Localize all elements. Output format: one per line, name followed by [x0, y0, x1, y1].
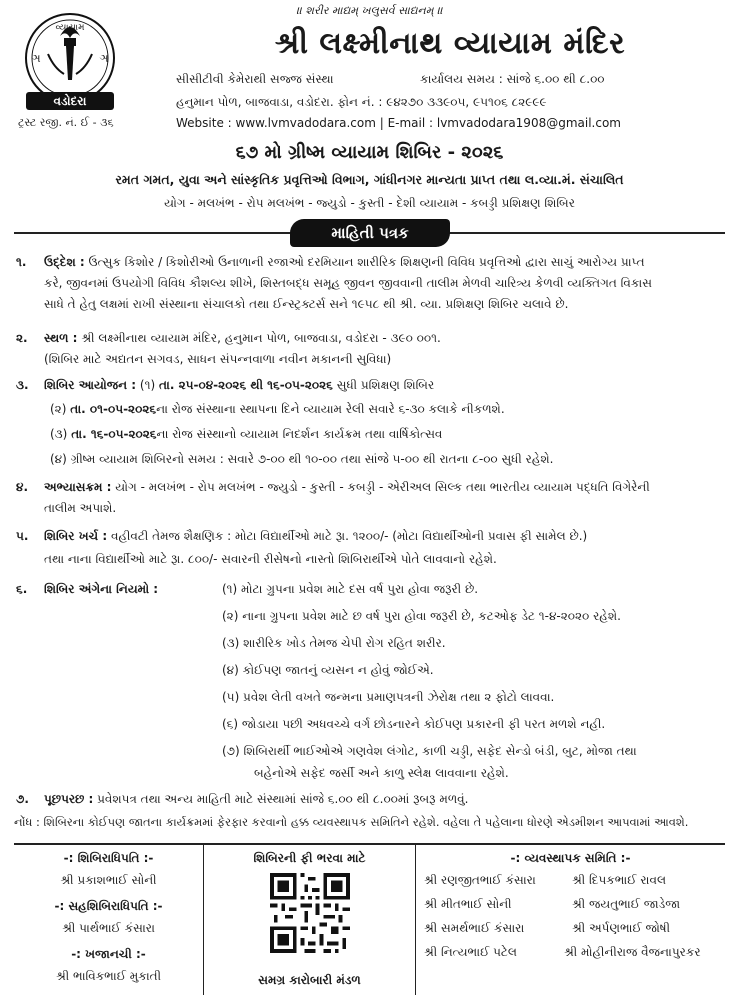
- camp-title: ૬૭ મો ગ્રીષ્મ વ્યાયામ શિબિર - ૨૦૨૬: [235, 142, 504, 163]
- address-phone: હનુમાન પોળ, બાજવાડા, વડોદરા. ફોન નં. : ૯૪૨૭૦ ૩૩૯૦૫, ૯૫૧૦૬ ૮૨૯૯૯: [176, 95, 547, 109]
- item-5-label: શિબિર ખર્ચ :: [44, 529, 108, 543]
- trust-registration: ટ્રસ્ટ રજી. નં. ઈ - ૩૬: [18, 116, 114, 129]
- logo-top-text: વ્યાયામ: [55, 23, 85, 33]
- item-1-label: ઉદ્દેશ :: [44, 255, 85, 269]
- committee-member: શ્રી રણજીતભાઈ કંસારા: [424, 873, 536, 887]
- payment-qr-code-icon[interactable]: [270, 873, 350, 953]
- item-3-sub-3-marker: (૩): [50, 427, 68, 441]
- annual-function-date: તા. ૧૬-૦૫-૨૦૨૬: [71, 427, 157, 441]
- office-time: કાર્યાલય સમય : સાંજે ૬.૦૦ થી ૮.૦૦: [420, 72, 605, 86]
- management-committee: [416, 843, 725, 995]
- item-7-label: પૂછપરછ :: [44, 792, 94, 806]
- item-3-sub-2-marker: (૨): [50, 402, 67, 416]
- sports-list: યોગ - મલખંભ - રોપ મલખંભ - જ્યુડો - કુસ્તી - દેશી વ્યાયામ - કબડ્ડી પ્રશિક્ષણ શિબિર: [164, 196, 575, 210]
- committee-member: શ્રી દિપકભાઈ રાવલ: [572, 873, 667, 887]
- deputy-name: શ્રી પાર્થભાઈ કંસારા: [62, 921, 155, 935]
- committee-member: શ્રી સમર્થભાઈ કંસારા: [424, 921, 525, 935]
- rule-7-continued: બહેનોએ સફેદ જર્સી અને કાળુ સ્લેક્ષ લાવવાના રહેશે.: [254, 766, 509, 780]
- item-7-text: પ્રવેશપત્ર તથા અન્ય માહિતી માટે સંસ્થામાં સાંજે ૬.૦૦ થી ૮.૦૦માં રૂબરૂ મળવું.: [97, 792, 469, 806]
- committee-member: શ્રી અર્પણભાઈ જોષી: [572, 921, 671, 935]
- motto: ॥ શરીર માદ્યમ્ ખલુસર્વ સાદ્યનમ્ ॥: [296, 4, 443, 17]
- item-1-text: ઉત્સુક કિશોર / કિશોરીઓ ઉનાળાની રજાઓ દરમિયાન શારીરિક શિક્ષણની વિવિધ પ્રવૃત્તિઓ દ્વારા સાચું આરોગ્ય પ્રાપ્ત: [88, 255, 645, 269]
- rule-1: (૧) મોટા ગ્રુપના પ્રવેશ માટે દસ વર્ષ પુરા હોવા જરૂરી છે.: [222, 582, 479, 596]
- treasurer-name: શ્રી ભાવિકભાઈ મુકાતી: [55, 969, 162, 983]
- rule-4: (૪) કોઈપણ જાતનું વ્યસન ન હોવું જોઈએ.: [222, 663, 434, 677]
- item-2-label: સ્થળ :: [44, 331, 78, 345]
- committee-heading: -: વ્યવસ્થાપક સમિતિ :-: [510, 851, 631, 865]
- committee-member: શ્રી નિત્યભાઈ પટેલ: [424, 945, 517, 959]
- chief-name: શ્રી પ્રકાશભાઈ સોની: [60, 873, 157, 887]
- rule-2: (૨) નાના ગ્રુપના પ્રવેશ માટે છ વર્ષ પુરા હોવા જરૂરી છે, કટઓફ ડેટ ૧-૪-૨૦૨૦ રહેશે.: [222, 609, 621, 623]
- item-5-text: વહીવટી તેમજ શૈક્ષણિક : મોટા વિદ્યાર્થીઓ માટે રૂા. ૧૨૦૦/- (મોટા વિદ્યાર્થીઓની પ્રવાસ ફી સામેલ છે.): [110, 529, 588, 543]
- rule-3: (૩) શારીરિક ખોડ તેમજ ચેપી રોગ રહિત શરીર.: [222, 636, 446, 650]
- logo-left-glyph: ઞ: [31, 52, 41, 65]
- item-1-number: ૧.: [16, 255, 27, 269]
- item-6-label: શિબિર અંગેના નિયમો :: [44, 582, 159, 596]
- banner-label: માહિતી પત્રક: [290, 219, 450, 247]
- org-title: શ્રી લક્ષ્મીનાથ વ્યાયામ મંદિર: [274, 26, 626, 61]
- item-3-label: શિબિર આયોજન :: [44, 378, 137, 392]
- committee-member: શ્રી મોહીનીરાજ વૈજનાપુરકર: [564, 945, 701, 959]
- rule-6: (૬) જોડાયા પછી અધવચ્ચે વર્ગ છોડનારને કોઈપણ પ્રકારની ફી પરત મળશે નહી.: [222, 717, 606, 731]
- item-3-sub-4-text: (૪) ગ્રીષ્મ વ્યાયામ શિબિરનો સમય : સવારે ૭-૦૦ થી ૧૦-૦૦ તથા સાંજે ૫-૦૦ થી રાતના ૮-૦૦ સુધી રહેશે.: [50, 452, 554, 466]
- department-line: રમત ગમત, યુવા અને સાંસ્કૃતિક પ્રવૃત્તિઓ વિભાગ, ગાંધીનગર માન્યતા પ્રાપ્ત તથા લ.વ્યા.મં. સંચાલિત: [115, 172, 624, 187]
- camp-officials: [14, 843, 204, 995]
- item-4-text-2: તાલીમ અપાશે.: [44, 501, 117, 515]
- item-3-number: ૩.: [16, 378, 29, 392]
- item-3-sub-3-text: ના રોજ સંસ્થાનો વ્યાયામ નિદર્શન કાર્યક્રમ તથા વાર્ષિકોત્સવ: [156, 427, 443, 441]
- item-6-number: ૬.: [16, 582, 28, 596]
- item-5-text-2: તથા નાના વિદ્યાર્થીઓ માટે રૂા. ૮૦૦/- સવારની રીસેષનો નાસ્તો શિબિરાર્થીએ પોતે લાવવાનો રહેશે.: [44, 552, 497, 566]
- institute-logo: [14, 8, 132, 114]
- executive-committee: સમગ્ર કારોબારી મંડળ: [258, 973, 361, 987]
- torch-emblem-icon: [14, 8, 132, 114]
- info-banner: [0, 219, 739, 247]
- item-3-sub-1-text: સુધી પ્રશિક્ષણ શિબિર: [336, 378, 435, 392]
- item-4-label: અભ્યાસક્રમ :: [44, 480, 112, 494]
- fee-payment: [204, 843, 416, 995]
- logo-right-glyph: ઞ: [99, 52, 109, 65]
- rally-date: તા. ૦૧-૦૫-૨૦૨૬: [70, 402, 157, 416]
- item-1-text-2: કરે, જીવનમાં ઉપયોગી વિવિધ કૌશલ્ય શીખે, શિસ્તબદ્ધ સમૂહ જીવન જીવવાની તાલીમ મેળવી ચારિત્ર્ય કેળવી વ્યક્તિગત વિકાસ: [44, 276, 652, 290]
- committee-member: શ્રી જયતુભાઈ જાડેજા: [572, 897, 681, 911]
- item-4-number: ૪.: [16, 480, 28, 494]
- item-5-number: ૫.: [16, 529, 29, 543]
- item-2-number: ૨.: [16, 331, 28, 345]
- item-2-text-2: (શિબિર માટે અદ્યતન સગવડ, સાધન સંપન્નવાળા નવીન મકાનની સુવિધા): [44, 352, 392, 366]
- fee-heading: શિબિરની ફી ભરવા માટે: [253, 851, 366, 865]
- treasurer-heading: -: ખજાનચી :-: [71, 947, 146, 961]
- deputy-heading: -: સહશિબિરાધિપતિ :-: [54, 899, 163, 913]
- item-3-sub-1-marker: (૧): [139, 378, 156, 392]
- logo-bottom-text: વડોદરા: [53, 94, 87, 108]
- item-1-text-3: સાધે તે હેતુ લક્ષમાં રાખી સંસ્થાના સંચાલકો તથા ઈન્સ્ટ્રક્ટર્સ સને ૧૯૫૮ થી શ્રી. વ્યા. પ્રશિક્ષણ શિબિર ચલાવે છે.: [44, 297, 569, 311]
- camp-dates: તા. ૨૫-૦૪-૨૦૨૬ થી ૧૬-૦૫-૨૦૨૬: [158, 378, 333, 392]
- item-4-text: યોગ - મલખંભ - રોપ મલખંભ - જ્યુડો - કુસ્તી - કબડ્ડી - એરીઅલ સિલ્ક તથા ભારતીય વ્યાયામ પદ્ધતિ વિગેરેની: [115, 480, 650, 494]
- cctv-line: સીસીટીવી કેમેરાથી સજ્જ સંસ્થા: [176, 72, 334, 86]
- footer-section: [0, 843, 739, 995]
- chief-heading: -: શિબિરાધિપતિ :-: [63, 851, 154, 865]
- item-2-text: શ્રી લક્ષ્મીનાથ વ્યાયામ મંદિર, હનુમાન પોળ, બાજવાડા, વડોદરા - ૩૯૦ ૦૦૧.: [81, 331, 441, 345]
- committee-member: શ્રી મીતભાઈ સોની: [424, 897, 512, 911]
- web-email: Website : www.lvmvadodara.com | E-mail : lvmvadodara1908@gmail.com: [176, 116, 621, 130]
- rule-5: (૫) પ્રવેશ લેતી વખતે જન્મના પ્રમાણપત્રની ઝેરોક્ષ તથા ૨ ફોટો લાવવા.: [222, 690, 555, 704]
- item-7-number: ૭.: [16, 792, 29, 806]
- rule-7: (૭) શિબિરાર્થી ભાઈઓએ ગણવેશ લંગોટ, કાળી ચડ્ડી, સફેદ સેન્ડો બંડી, બુટ, મોજા તથા: [222, 744, 637, 758]
- item-3-sub-2-text: ના રોજ સંસ્થાના સ્થાપના દિને વ્યાયામ રેલી સવારે ૬-૩૦ કલાકે નીકળશે.: [156, 402, 505, 416]
- note: નોંધ : શિબિરના કોઈપણ જાતના કાર્યક્રમમાં ફેરફાર કરવાનો હક્ક વ્યવસ્થાપક સમિતિને રહેશે. વહેલા તે પહેલાના ધોરણે એડમીશન આપવામાં આવશે.: [14, 815, 689, 829]
